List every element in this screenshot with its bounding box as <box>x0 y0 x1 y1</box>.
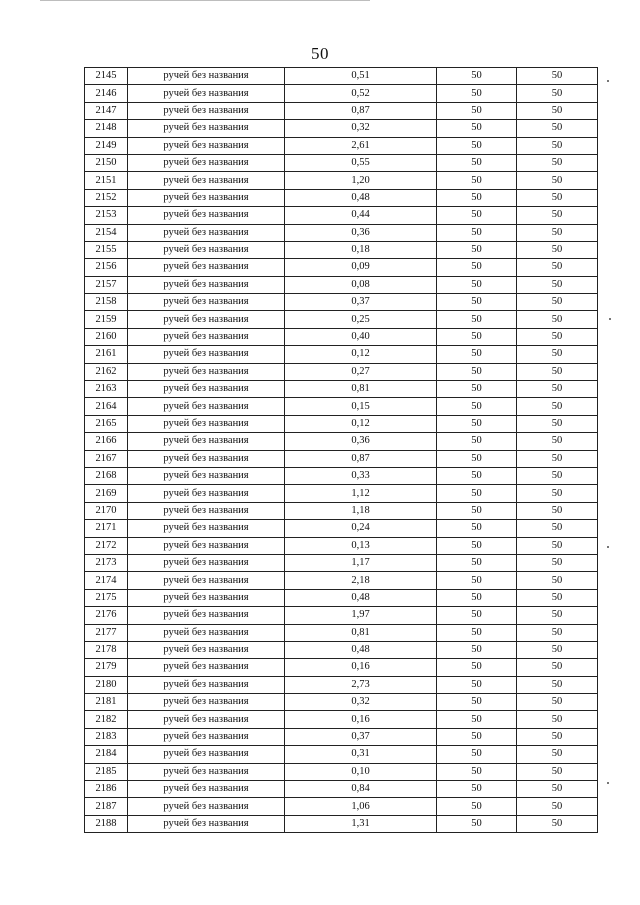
table-row <box>85 485 598 502</box>
water-body-name-cell: ручей без названия <box>128 641 285 658</box>
table-row <box>85 224 598 241</box>
water-body-name-cell: ручей без названия <box>128 728 285 745</box>
table-row <box>85 207 598 224</box>
zone-width-cell: 50 <box>437 815 517 832</box>
belt-width-cell: 50 <box>517 328 598 345</box>
zone-width-cell: 50 <box>437 572 517 589</box>
length-cell: 1,31 <box>285 815 437 832</box>
water-body-name-cell: ручей без названия <box>128 467 285 484</box>
length-cell: 0,81 <box>285 624 437 641</box>
length-cell: 2,18 <box>285 572 437 589</box>
row-number-cell: 2152 <box>85 189 128 206</box>
length-cell: 0,48 <box>285 189 437 206</box>
zone-width-cell: 50 <box>437 68 517 85</box>
row-number-cell: 2182 <box>85 711 128 728</box>
table-row <box>85 467 598 484</box>
water-body-name-cell: ручей без названия <box>128 659 285 676</box>
row-number-cell: 2184 <box>85 746 128 763</box>
length-cell: 0,48 <box>285 589 437 606</box>
length-cell: 0,37 <box>285 728 437 745</box>
length-cell: 0,40 <box>285 328 437 345</box>
zone-width-cell: 50 <box>437 607 517 624</box>
length-cell: 0,81 <box>285 381 437 398</box>
length-cell: 0,32 <box>285 694 437 711</box>
water-body-name-cell: ручей без названия <box>128 259 285 276</box>
table-row <box>85 154 598 171</box>
zone-width-cell: 50 <box>437 363 517 380</box>
belt-width-cell: 50 <box>517 641 598 658</box>
length-cell: 1,12 <box>285 485 437 502</box>
row-number-cell: 2180 <box>85 676 128 693</box>
length-cell: 0,32 <box>285 120 437 137</box>
belt-width-cell: 50 <box>517 381 598 398</box>
row-number-cell: 2181 <box>85 694 128 711</box>
belt-width-cell: 50 <box>517 68 598 85</box>
belt-width-cell: 50 <box>517 363 598 380</box>
table-row <box>85 68 598 85</box>
zone-width-cell: 50 <box>437 711 517 728</box>
scan-edge-line <box>40 0 370 1</box>
scan-speck <box>607 80 609 82</box>
row-number-cell: 2185 <box>85 763 128 780</box>
length-cell: 0,48 <box>285 641 437 658</box>
water-body-name-cell: ручей без названия <box>128 241 285 258</box>
table-row <box>85 85 598 102</box>
length-cell: 2,61 <box>285 137 437 154</box>
belt-width-cell: 50 <box>517 102 598 119</box>
water-body-name-cell: ручей без названия <box>128 694 285 711</box>
water-body-name-cell: ручей без названия <box>128 276 285 293</box>
water-body-name-cell: ручей без названия <box>128 224 285 241</box>
water-body-name-cell: ручей без названия <box>128 294 285 311</box>
row-number-cell: 2188 <box>85 815 128 832</box>
length-cell: 0,09 <box>285 259 437 276</box>
belt-width-cell: 50 <box>517 746 598 763</box>
belt-width-cell: 50 <box>517 398 598 415</box>
table-row <box>85 694 598 711</box>
water-body-name-cell: ручей без названия <box>128 328 285 345</box>
row-number-cell: 2147 <box>85 102 128 119</box>
table-row <box>85 276 598 293</box>
table-row <box>85 607 598 624</box>
belt-width-cell: 50 <box>517 433 598 450</box>
length-cell: 0,36 <box>285 433 437 450</box>
row-number-cell: 2179 <box>85 659 128 676</box>
water-body-name-cell: ручей без названия <box>128 781 285 798</box>
table-row <box>85 450 598 467</box>
water-body-name-cell: ручей без названия <box>128 554 285 571</box>
belt-width-cell: 50 <box>517 502 598 519</box>
row-number-cell: 2186 <box>85 781 128 798</box>
belt-width-cell: 50 <box>517 659 598 676</box>
row-number-cell: 2150 <box>85 154 128 171</box>
length-cell: 0,52 <box>285 85 437 102</box>
water-body-name-cell: ручей без названия <box>128 746 285 763</box>
zone-width-cell: 50 <box>437 746 517 763</box>
row-number-cell: 2162 <box>85 363 128 380</box>
length-cell: 0,12 <box>285 415 437 432</box>
belt-width-cell: 50 <box>517 798 598 815</box>
zone-width-cell: 50 <box>437 259 517 276</box>
water-body-name-cell: ручей без названия <box>128 85 285 102</box>
belt-width-cell: 50 <box>517 415 598 432</box>
belt-width-cell: 50 <box>517 607 598 624</box>
length-cell: 1,17 <box>285 554 437 571</box>
length-cell: 0,16 <box>285 659 437 676</box>
belt-width-cell: 50 <box>517 694 598 711</box>
row-number-cell: 2176 <box>85 607 128 624</box>
belt-width-cell: 50 <box>517 311 598 328</box>
belt-width-cell: 50 <box>517 276 598 293</box>
length-cell: 0,55 <box>285 154 437 171</box>
row-number-cell: 2173 <box>85 554 128 571</box>
table-row <box>85 311 598 328</box>
zone-width-cell: 50 <box>437 189 517 206</box>
belt-width-cell: 50 <box>517 624 598 641</box>
table-row <box>85 554 598 571</box>
row-number-cell: 2157 <box>85 276 128 293</box>
water-body-name-cell: ручей без названия <box>128 154 285 171</box>
belt-width-cell: 50 <box>517 781 598 798</box>
belt-width-cell: 50 <box>517 172 598 189</box>
belt-width-cell: 50 <box>517 224 598 241</box>
water-body-name-cell: ручей без названия <box>128 120 285 137</box>
length-cell: 1,97 <box>285 607 437 624</box>
zone-width-cell: 50 <box>437 224 517 241</box>
water-body-name-cell: ручей без названия <box>128 189 285 206</box>
table-body <box>85 68 598 833</box>
row-number-cell: 2164 <box>85 398 128 415</box>
row-number-cell: 2170 <box>85 502 128 519</box>
zone-width-cell: 50 <box>437 798 517 815</box>
page-number: 50 <box>311 44 329 63</box>
water-body-name-cell: ручей без названия <box>128 450 285 467</box>
water-body-name-cell: ручей без названия <box>128 589 285 606</box>
table-row <box>85 102 598 119</box>
zone-width-cell: 50 <box>437 120 517 137</box>
length-cell: 0,12 <box>285 346 437 363</box>
table-row <box>85 328 598 345</box>
row-number-cell: 2145 <box>85 68 128 85</box>
zone-width-cell: 50 <box>437 763 517 780</box>
table-row <box>85 659 598 676</box>
water-body-name-cell: ручей без названия <box>128 433 285 450</box>
zone-width-cell: 50 <box>437 137 517 154</box>
table-row <box>85 798 598 815</box>
length-cell: 0,37 <box>285 294 437 311</box>
row-number-cell: 2154 <box>85 224 128 241</box>
row-number-cell: 2178 <box>85 641 128 658</box>
water-body-name-cell: ручей без названия <box>128 763 285 780</box>
belt-width-cell: 50 <box>517 85 598 102</box>
table-row <box>85 346 598 363</box>
length-cell: 0,24 <box>285 520 437 537</box>
row-number-cell: 2160 <box>85 328 128 345</box>
belt-width-cell: 50 <box>517 711 598 728</box>
belt-width-cell: 50 <box>517 154 598 171</box>
length-cell: 0,44 <box>285 207 437 224</box>
water-body-name-cell: ручей без названия <box>128 711 285 728</box>
length-cell: 0,18 <box>285 241 437 258</box>
table-row <box>85 641 598 658</box>
belt-width-cell: 50 <box>517 294 598 311</box>
water-body-name-cell: ручей без названия <box>128 172 285 189</box>
water-body-name-cell: ручей без названия <box>128 381 285 398</box>
belt-width-cell: 50 <box>517 467 598 484</box>
zone-width-cell: 50 <box>437 294 517 311</box>
length-cell: 0,87 <box>285 450 437 467</box>
belt-width-cell: 50 <box>517 589 598 606</box>
table-row <box>85 520 598 537</box>
water-body-name-cell: ручей без названия <box>128 415 285 432</box>
water-body-name-cell: ручей без названия <box>128 537 285 554</box>
row-number-cell: 2153 <box>85 207 128 224</box>
length-cell: 1,20 <box>285 172 437 189</box>
zone-width-cell: 50 <box>437 676 517 693</box>
table-row <box>85 433 598 450</box>
zone-width-cell: 50 <box>437 172 517 189</box>
water-body-name-cell: ручей без названия <box>128 207 285 224</box>
zone-width-cell: 50 <box>437 328 517 345</box>
zone-width-cell: 50 <box>437 381 517 398</box>
scan-speck <box>609 318 611 320</box>
zone-width-cell: 50 <box>437 467 517 484</box>
water-body-name-cell: ручей без названия <box>128 346 285 363</box>
water-body-name-cell: ручей без названия <box>128 520 285 537</box>
water-body-name-cell: ручей без названия <box>128 676 285 693</box>
belt-width-cell: 50 <box>517 259 598 276</box>
length-cell: 0,33 <box>285 467 437 484</box>
row-number-cell: 2177 <box>85 624 128 641</box>
length-cell: 2,73 <box>285 676 437 693</box>
row-number-cell: 2172 <box>85 537 128 554</box>
length-cell: 0,15 <box>285 398 437 415</box>
water-body-name-cell: ручей без названия <box>128 485 285 502</box>
table-row <box>85 781 598 798</box>
row-number-cell: 2174 <box>85 572 128 589</box>
row-number-cell: 2155 <box>85 241 128 258</box>
belt-width-cell: 50 <box>517 815 598 832</box>
length-cell: 0,31 <box>285 746 437 763</box>
row-number-cell: 2148 <box>85 120 128 137</box>
table-row <box>85 381 598 398</box>
row-number-cell: 2166 <box>85 433 128 450</box>
water-body-name-cell: ручей без названия <box>128 607 285 624</box>
belt-width-cell: 50 <box>517 554 598 571</box>
row-number-cell: 2149 <box>85 137 128 154</box>
zone-width-cell: 50 <box>437 485 517 502</box>
scan-speck <box>607 546 609 548</box>
table-row <box>85 294 598 311</box>
water-body-name-cell: ручей без названия <box>128 815 285 832</box>
length-cell: 0,84 <box>285 781 437 798</box>
zone-width-cell: 50 <box>437 102 517 119</box>
length-cell: 0,27 <box>285 363 437 380</box>
table-row <box>85 363 598 380</box>
belt-width-cell: 50 <box>517 572 598 589</box>
zone-width-cell: 50 <box>437 624 517 641</box>
water-body-name-cell: ручей без названия <box>128 572 285 589</box>
zone-width-cell: 50 <box>437 311 517 328</box>
table-row <box>85 259 598 276</box>
table-row <box>85 728 598 745</box>
table-row <box>85 624 598 641</box>
row-number-cell: 2146 <box>85 85 128 102</box>
water-bodies-table <box>84 67 598 833</box>
belt-width-cell: 50 <box>517 241 598 258</box>
zone-width-cell: 50 <box>437 781 517 798</box>
zone-width-cell: 50 <box>437 537 517 554</box>
water-body-name-cell: ручей без названия <box>128 798 285 815</box>
table-row <box>85 137 598 154</box>
zone-width-cell: 50 <box>437 346 517 363</box>
length-cell: 0,36 <box>285 224 437 241</box>
belt-width-cell: 50 <box>517 450 598 467</box>
zone-width-cell: 50 <box>437 728 517 745</box>
row-number-cell: 2175 <box>85 589 128 606</box>
belt-width-cell: 50 <box>517 728 598 745</box>
water-body-name-cell: ручей без названия <box>128 311 285 328</box>
water-body-name-cell: ручей без названия <box>128 68 285 85</box>
row-number-cell: 2163 <box>85 381 128 398</box>
zone-width-cell: 50 <box>437 450 517 467</box>
table-row <box>85 572 598 589</box>
row-number-cell: 2183 <box>85 728 128 745</box>
length-cell: 0,16 <box>285 711 437 728</box>
length-cell: 0,13 <box>285 537 437 554</box>
row-number-cell: 2161 <box>85 346 128 363</box>
zone-width-cell: 50 <box>437 554 517 571</box>
row-number-cell: 2167 <box>85 450 128 467</box>
water-body-name-cell: ручей без названия <box>128 398 285 415</box>
table-row <box>85 676 598 693</box>
scan-speck <box>607 782 609 784</box>
belt-width-cell: 50 <box>517 189 598 206</box>
zone-width-cell: 50 <box>437 520 517 537</box>
water-body-name-cell: ручей без названия <box>128 363 285 380</box>
table-row <box>85 589 598 606</box>
table-row <box>85 415 598 432</box>
water-body-name-cell: ручей без названия <box>128 624 285 641</box>
table-row <box>85 189 598 206</box>
row-number-cell: 2156 <box>85 259 128 276</box>
table-row <box>85 746 598 763</box>
length-cell: 1,18 <box>285 502 437 519</box>
belt-width-cell: 50 <box>517 137 598 154</box>
length-cell: 0,08 <box>285 276 437 293</box>
table-row <box>85 502 598 519</box>
zone-width-cell: 50 <box>437 415 517 432</box>
zone-width-cell: 50 <box>437 398 517 415</box>
belt-width-cell: 50 <box>517 120 598 137</box>
length-cell: 0,51 <box>285 68 437 85</box>
zone-width-cell: 50 <box>437 641 517 658</box>
table-row <box>85 120 598 137</box>
table-row <box>85 815 598 832</box>
row-number-cell: 2168 <box>85 467 128 484</box>
belt-width-cell: 50 <box>517 676 598 693</box>
table-row <box>85 537 598 554</box>
table-row <box>85 711 598 728</box>
table-row <box>85 241 598 258</box>
zone-width-cell: 50 <box>437 433 517 450</box>
belt-width-cell: 50 <box>517 763 598 780</box>
table-row <box>85 172 598 189</box>
belt-width-cell: 50 <box>517 485 598 502</box>
water-body-name-cell: ручей без названия <box>128 102 285 119</box>
zone-width-cell: 50 <box>437 276 517 293</box>
row-number-cell: 2169 <box>85 485 128 502</box>
row-number-cell: 2151 <box>85 172 128 189</box>
table-row <box>85 763 598 780</box>
length-cell: 0,25 <box>285 311 437 328</box>
row-number-cell: 2187 <box>85 798 128 815</box>
zone-width-cell: 50 <box>437 207 517 224</box>
belt-width-cell: 50 <box>517 207 598 224</box>
zone-width-cell: 50 <box>437 85 517 102</box>
belt-width-cell: 50 <box>517 537 598 554</box>
zone-width-cell: 50 <box>437 589 517 606</box>
zone-width-cell: 50 <box>437 502 517 519</box>
row-number-cell: 2158 <box>85 294 128 311</box>
zone-width-cell: 50 <box>437 241 517 258</box>
zone-width-cell: 50 <box>437 694 517 711</box>
water-body-name-cell: ручей без названия <box>128 502 285 519</box>
table-row <box>85 398 598 415</box>
water-body-name-cell: ручей без названия <box>128 137 285 154</box>
belt-width-cell: 50 <box>517 346 598 363</box>
zone-width-cell: 50 <box>437 659 517 676</box>
length-cell: 0,10 <box>285 763 437 780</box>
zone-width-cell: 50 <box>437 154 517 171</box>
row-number-cell: 2159 <box>85 311 128 328</box>
row-number-cell: 2165 <box>85 415 128 432</box>
belt-width-cell: 50 <box>517 520 598 537</box>
length-cell: 0,87 <box>285 102 437 119</box>
length-cell: 1,06 <box>285 798 437 815</box>
row-number-cell: 2171 <box>85 520 128 537</box>
